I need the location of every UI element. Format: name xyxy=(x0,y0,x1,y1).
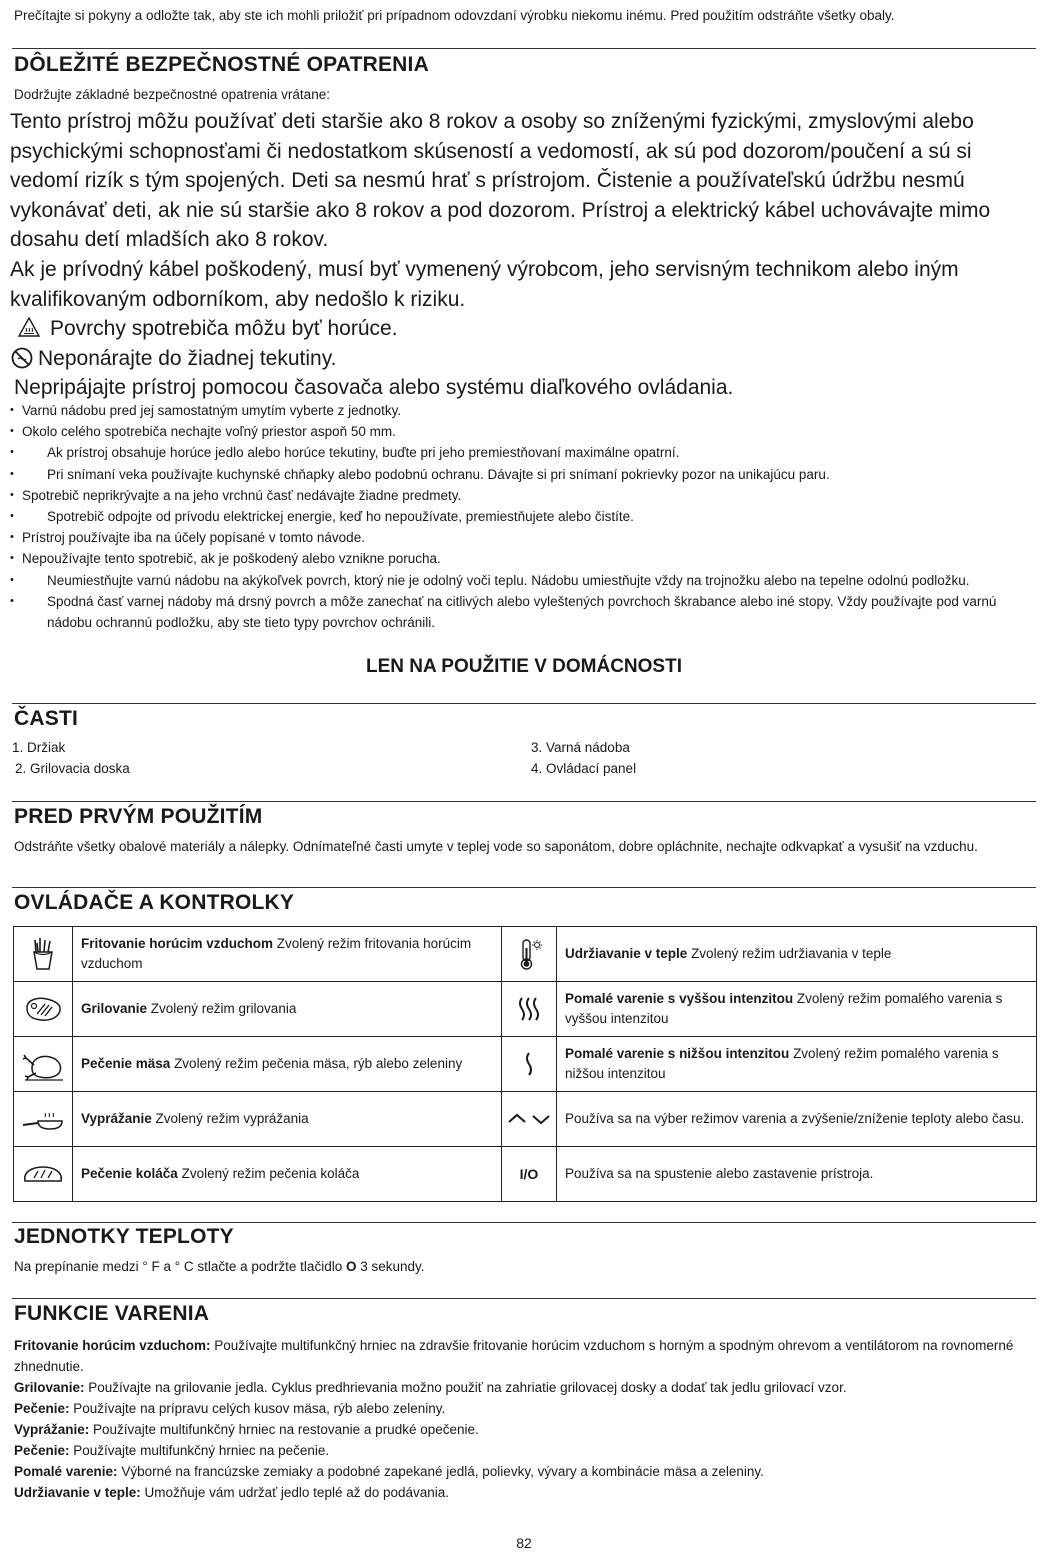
parts-title: ČASTI xyxy=(14,707,78,730)
thermometer-icon xyxy=(502,927,557,982)
safety-title: DÔLEŽITÉ BEZPEČNOSTNÉ OPATRENIA xyxy=(14,53,429,76)
units-title: JEDNOTKY TEPLOTY xyxy=(14,1225,234,1248)
no-immerse-text: Neponárajte do žiadnej tekutiny. xyxy=(38,346,337,370)
table-row xyxy=(14,1092,1037,1147)
safety-no-timer: Nepripájajte prístroj pomocou časovača alebo systému diaľkového ovládania. xyxy=(14,376,734,400)
roast-chicken-icon xyxy=(14,1037,73,1092)
functions-title: FUNKCIE VARENIA xyxy=(14,1302,210,1325)
table-row xyxy=(14,1037,1037,1092)
mode-description: Používa sa na spustenie alebo zastavenie prístroja. xyxy=(557,1147,1037,1202)
safety-subtitle: Dodržujte základné bezpečnostné opatrenia vrátane: xyxy=(14,87,330,102)
list-item: Udržiavanie v teple: Umožňuje vám udržať jedlo teplé až do podávania. xyxy=(14,1485,450,1500)
safety-large-text xyxy=(10,107,1030,403)
triple-heat-wave-icon xyxy=(502,982,557,1037)
part-item: 1. Držiak xyxy=(12,740,66,755)
divider xyxy=(12,801,1036,802)
safety-no-immerse xyxy=(10,344,1030,374)
steak-icon xyxy=(14,982,73,1037)
part-item: 3. Varná nádoba xyxy=(531,740,630,755)
hot-surface-warning-icon xyxy=(18,317,40,337)
first-use-text: Odstráňte všetky obalové materiály a nálepky. Odnímateľné časti umyte v teplej vode so saponátom, dobre opláchnite, nechajte odkvapkať a vysušiť na vzduchu. xyxy=(14,839,978,854)
divider xyxy=(12,1222,1036,1223)
mode-description: Fritovanie horúcim vzduchom Zvolený režim fritovania horúcim vzduchom xyxy=(73,927,502,982)
divider xyxy=(12,887,1036,888)
functions-list xyxy=(14,1335,1034,1503)
list-item: Vyprážanie: Používajte multifunkčný hrniec na restovanie a prudké opečenie. xyxy=(14,1422,479,1437)
divider xyxy=(12,703,1036,704)
mode-description: Vyprážanie Zvolený režim vyprážania xyxy=(73,1092,502,1147)
table-row xyxy=(14,982,1037,1037)
table-row xyxy=(14,1147,1037,1202)
controls-table xyxy=(13,926,1037,1202)
safety-bullet-list xyxy=(10,400,1030,633)
fries-icon xyxy=(14,927,73,982)
list-item: • Spotrebič neprikrývajte a na jeho vrchnú časť nedávajte žiadne predmety. xyxy=(10,485,1030,506)
divider xyxy=(12,48,1036,49)
controls-title: OVLÁDAČE A KONTROLKY xyxy=(14,891,295,914)
list-item: • Varnú nádobu pred jej samostatným umytím vyberte z jednotky. xyxy=(10,400,1030,421)
safety-paragraph-children: Tento prístroj môžu používať deti staršie ako 8 rokov a osoby so zníženými fyzickými, zmyslovými alebo psychickými schopnosťami či nedostatkom skúseností a vedomostí, ak sú pod dozorom/poučení a sú si vedomí rizík s tým spojených. Deti sa nesmú hrať s prístrojom. Čistenie a používateľskú údržbu nesmú vykonávať deti, ak nie sú staršie ako 8 rokov a pod dozorom. Prístroj a elektrický kábel uchovávajte mimo dosahu detí mladších ako 8 rokov. xyxy=(10,110,991,252)
list-item: Pečenie: Používajte na prípravu celých kusov mäsa, rýb alebo zeleniny. xyxy=(14,1401,446,1416)
safety-paragraph-cable: Ak je prívodný kábel poškodený, musí byť vymenený výrobcom, jeho servisným technikom alebo iným kvalifikovaným odborníkom, aby nedošlo k riziku. xyxy=(10,257,959,311)
list-item: • Ak prístroj obsahuje horúce jedlo alebo horúce tekutiny, buďte pri jeho premiestňovaní maximálne opatrní. xyxy=(10,442,1030,463)
hot-surface-text: Povrchy spotrebiča môžu byť horúce. xyxy=(50,317,398,341)
mode-description: Pečenie koláča Zvolený režim pečenia koláča xyxy=(73,1147,502,1202)
part-item: 4. Ovládací panel xyxy=(531,761,637,776)
mode-description: Pomalé varenie s vyššou intenzitou Zvolený režim pomalého varenia s vyššou intenzitou xyxy=(557,982,1037,1037)
list-item: • Spodná časť varnej nádoby má drsný povrch a môže zanechať na citlivých alebo vyleštených povrchoch škrabance alebo iné stopy. Vždy používajte pod varnú nádobu ochrannú podložku, aby ste tieto typy povrchov ochránili. xyxy=(10,591,1030,633)
list-item: • Nepoužívajte tento spotrebič, ak je poškodený alebo vznikne porucha. xyxy=(10,548,1030,569)
parts-list-right xyxy=(531,737,636,779)
list-item: Fritovanie horúcim vzduchom: Používajte multifunkčný hrniec na zdravšie fritovanie horúcim vzduchom s horným a spodným ohrevom a ventilátorom na rovnomerné zhnednutie. xyxy=(14,1338,1014,1374)
up-down-arrows-icon xyxy=(502,1092,557,1147)
household-use-heading: LEN NA POUŽITIE V DOMÁCNOSTI xyxy=(366,656,682,677)
list-item: Pečenie: Používajte multifunkčný hrniec na pečenie. xyxy=(14,1443,330,1458)
list-item: • Prístroj používajte iba na účely popísané v tomto návode. xyxy=(10,527,1030,548)
mode-description: Grilovanie Zvolený režim grilovania xyxy=(73,982,502,1037)
bread-icon xyxy=(14,1147,73,1202)
list-item: • Spotrebič odpojte od prívodu elektrickej energie, keď ho nepoužívate, premiestňujete alebo čistíte. xyxy=(10,506,1030,527)
frying-pan-icon xyxy=(14,1092,73,1147)
do-not-immerse-icon xyxy=(10,347,32,367)
parts-list-left xyxy=(12,737,130,779)
mode-description: Pečenie mäsa Zvolený režim pečenia mäsa, rýb alebo zeleniny xyxy=(73,1037,502,1092)
intro-text: Prečítajte si pokyny a odložte tak, aby ste ich mohli priložiť pri prípadnom odovzdaní výrobku niekomu inému. Pred použitím odstráňte všetky obaly. xyxy=(14,8,895,23)
first-use-title: PRED PRVÝM POUŽITÍM xyxy=(14,805,263,828)
list-item: • Neumiestňujte varnú nádobu na akýkoľvek povrch, ktorý nie je odolný voči teplu. Nádobu umiestňujte vždy na trojnožku alebo na tepelne odolnú podložku. xyxy=(10,570,1030,591)
safety-hot-surface xyxy=(10,314,1030,344)
mode-description: Pomalé varenie s nižšou intenzitou Zvolený režim pomalého varenia s nižšou intenzitou xyxy=(557,1037,1037,1092)
power-icon: I/O xyxy=(502,1147,557,1202)
page-number: 82 xyxy=(516,1535,532,1551)
list-item: • Okolo celého spotrebiča nechajte voľný priestor aspoň 50 mm. xyxy=(10,421,1030,442)
part-item: 2. Grilovacia doska xyxy=(15,761,130,776)
list-item: Grilovanie: Používajte na grilovanie jedla. Cyklus predhrievania možno použiť na zahriatie grilovacej dosky a dodať tak jedlu grilovací vzor. xyxy=(14,1380,847,1395)
table-row xyxy=(14,927,1037,982)
mode-description: Udržiavanie v teple Zvolený režim udržiavania v teple xyxy=(557,927,1037,982)
divider xyxy=(12,1298,1036,1299)
single-heat-wave-icon xyxy=(502,1037,557,1092)
list-item: • Pri snímaní veka používajte kuchynské chňapky alebo podobnú ochranu. Dávajte si pri snímaní pokrievky pozor na unikajúcu paru. xyxy=(10,464,1030,485)
list-item: Pomalé varenie: Výborné na francúzske zemiaky a podobné zapekané jedlá, polievky, vývary a kombinácie mäsa a zeleniny. xyxy=(14,1464,764,1479)
mode-description: Používa sa na výber režimov varenia a zvýšenie/zníženie teploty alebo času. xyxy=(557,1092,1037,1147)
units-text: Na prepínanie medzi ° F a ° C stlačte a podržte tlačidlo O 3 sekundy. xyxy=(14,1259,425,1274)
